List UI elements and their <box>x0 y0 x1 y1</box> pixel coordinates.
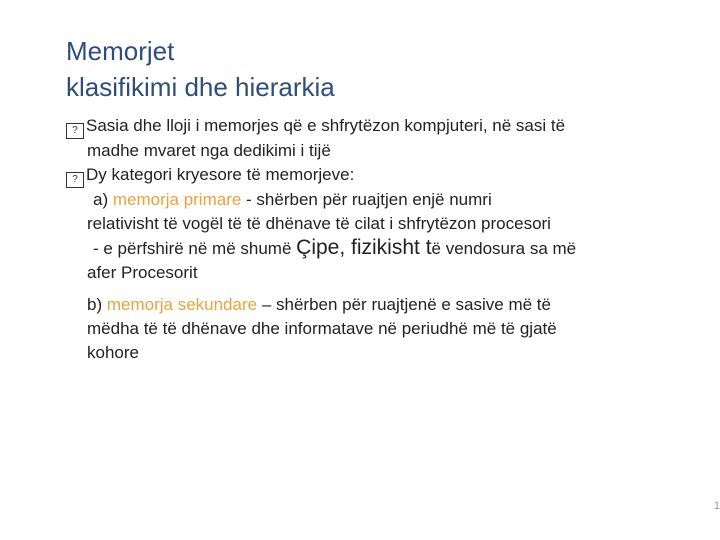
item-b-line-1 <box>66 293 716 317</box>
item-b-line-3: kohore <box>87 343 139 362</box>
item-a-line-3-pre: - e përfshirë në më shumë <box>93 239 297 258</box>
item-b-prefix: b) <box>87 295 107 314</box>
item-a-line-4: afer Procesorit <box>87 263 198 282</box>
bullet-1-text: Sasia dhe lloji i memorjes që e shfrytëzon kompjuteri, në sasi të <box>86 116 566 135</box>
term-memorja-primare: memorja primare <box>112 190 242 209</box>
item-b-text: – shërben për ruajtjenë e sasive më të <box>257 295 551 314</box>
title-line-1: Memorjet <box>66 36 175 66</box>
bullet-icon: ? <box>66 172 84 188</box>
item-a-text: - shërben për ruajtjen enjë numri <box>241 190 492 209</box>
slide-body <box>66 114 716 365</box>
bullet-icon: ? <box>66 123 84 139</box>
bullet-2-line-1 <box>66 163 716 188</box>
item-a-line-1 <box>66 188 716 212</box>
item-b-line-2: mëdha të të dhënave dhe informatave në periudhë më të gjatë <box>87 319 557 338</box>
item-a-line-2: relativisht të vogël të të dhënave të cilat i shfrytëzon procesori <box>87 214 551 233</box>
item-a-line-3-big: Çipe, fizikisht t <box>296 236 432 259</box>
term-memorja-sekundare: memorja sekundare <box>106 295 258 314</box>
item-a-prefix: a) <box>93 190 113 209</box>
bullet-1-line-2: madhe mvaret nga dedikimi i tijë <box>87 141 331 160</box>
bullet-2-text: Dy kategori kryesore të memorjeve: <box>86 165 355 184</box>
slide-title <box>66 33 686 105</box>
item-a-line-3 <box>66 236 716 261</box>
page-number: 1 <box>713 500 720 512</box>
title-line-2: klasifikimi dhe hierarkia <box>66 72 335 102</box>
bullet-1-line-1 <box>66 114 716 139</box>
item-a-line-3-post: ë vendosura sa më <box>431 239 577 258</box>
